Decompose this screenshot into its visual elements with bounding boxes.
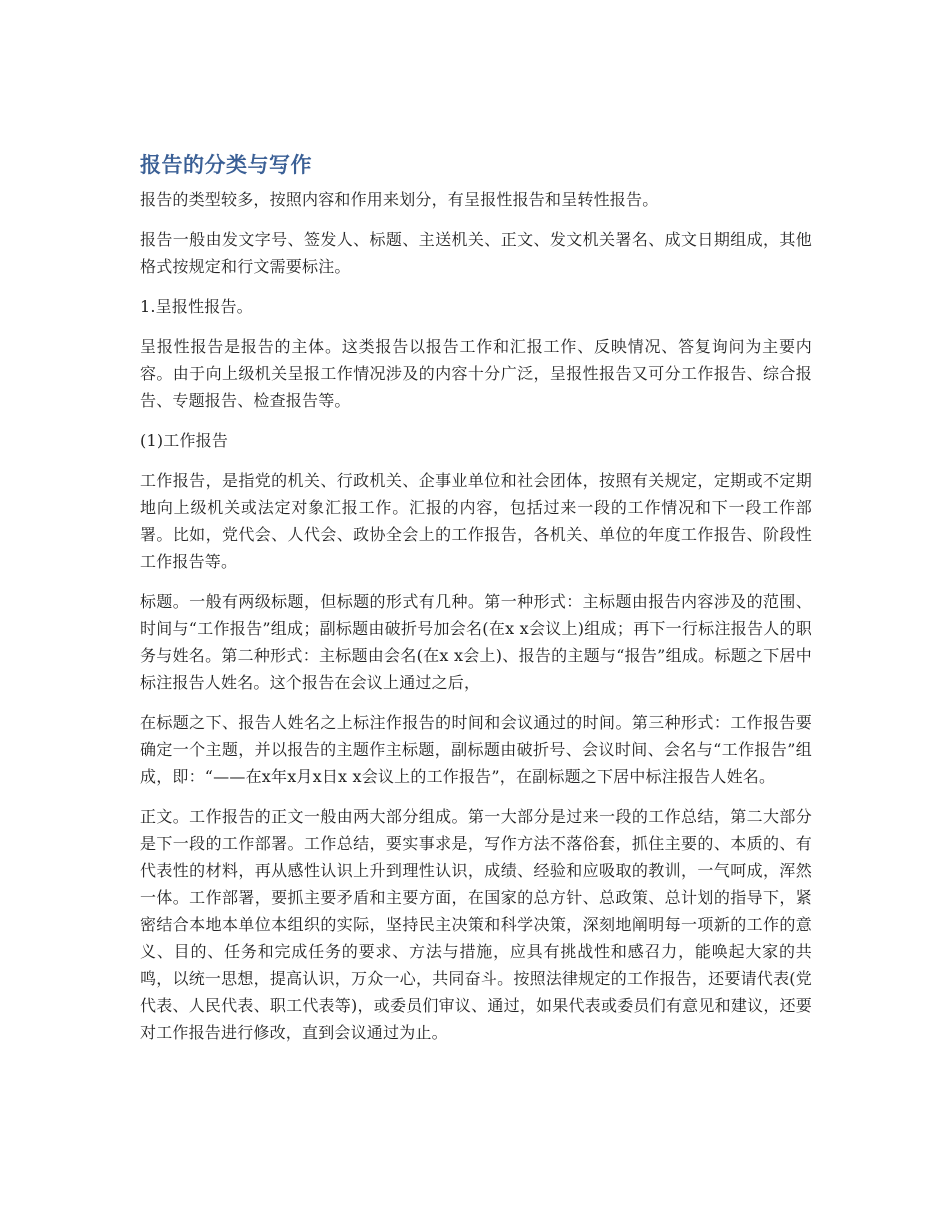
paragraph-body-text: 正文。工作报告的正文一般由两大部分组成。第一大部分是过来一段的工作总结，第二大部分是下一段的工作部署。工作总结，要实事求是，写作方法不落俗套，抓住主要的、本质的、有代表性的材料，再从感性认识上升到理性认识，成绩、经验和应吸取的教训，一气呵成，浑然一体。工作部署，要抓主要矛盾和主要方面，在国家的总方针、总政策、总计划的指导下，紧密结合本地本单位本组织的实际，坚持民主决策和科学决策，深刻地阐明每一项新的工作的意义、目的、任务和完成任务的要求、方法与措施，应具有挑战性和感召力，能唤起大家的共鸣，以统一思想，提高认识，万众一心，共同奋斗。按照法律规定的工作报告，还要请代表(党代表、人民代表、职工代表等)，或委员们审议、通过，如果代表或委员们有意见和建议，还要对工作报告进行修改，直到会议通过为止。 [140, 807, 812, 1042]
subsection-heading-work-report: (1)工作报告 [140, 431, 229, 450]
paragraph-composition: 报告一般由发文字号、签发人、标题、主送机关、正文、发文机关署名、成文日期组成，其他格式按规定和行文需要标注。 [140, 230, 812, 276]
section-heading-report-type-1: 1.呈报性报告。 [140, 297, 253, 316]
paragraph-intro: 报告的类型较多，按照内容和作用来划分，有呈报性报告和呈转性报告。 [140, 190, 659, 209]
paragraph-work-report-definition: 工作报告，是指党的机关、行政机关、企事业单位和社会团体，按照有关规定，定期或不定期地向上级机关或法定对象汇报工作。汇报的内容，包括过来一段的工作情况和下一段工作部署。比如，党代会、人代会、政协全会上的工作报告，各机关、单位的年度工作报告、阶段性工作报告等。 [140, 471, 812, 571]
paragraph-title-forms: 标题。一般有两级标题，但标题的形式有几种。第一种形式：主标题由报告内容涉及的范围、时间与“工作报告”组成；副标题由破折号加会名(在x x会议上)组成；再下一行标注报告人的职务与姓名。第二种形式：主标题由会名(在x x会上)、报告的主题与“报告”组成。标题之下居中标注报告人姓名。这个报告在会议上通过之后， [140, 592, 812, 692]
paragraph-title-forms-continued: 在标题之下、报告人姓名之上标注作报告的时间和会议通过的时间。第三种形式：工作报告要确定一个主题，并以报告的主题作主标题，副标题由破折号、会议时间、会名与“工作报告”组成，即：“——在x年x月x日x x会议上的工作报告”，在副标题之下居中标注报告人姓名。 [140, 713, 812, 786]
document-page [140, 150, 812, 1059]
document-title: 报告的分类与写作 [140, 153, 312, 177]
paragraph-report-main-body: 呈报性报告是报告的主体。这类报告以报告工作和汇报工作、反映情况、答复询问为主要内容。由于向上级机关呈报工作情况涉及的内容十分广泛，呈报性报告又可分工作报告、综合报告、专题报告、检查报告等。 [140, 337, 812, 410]
